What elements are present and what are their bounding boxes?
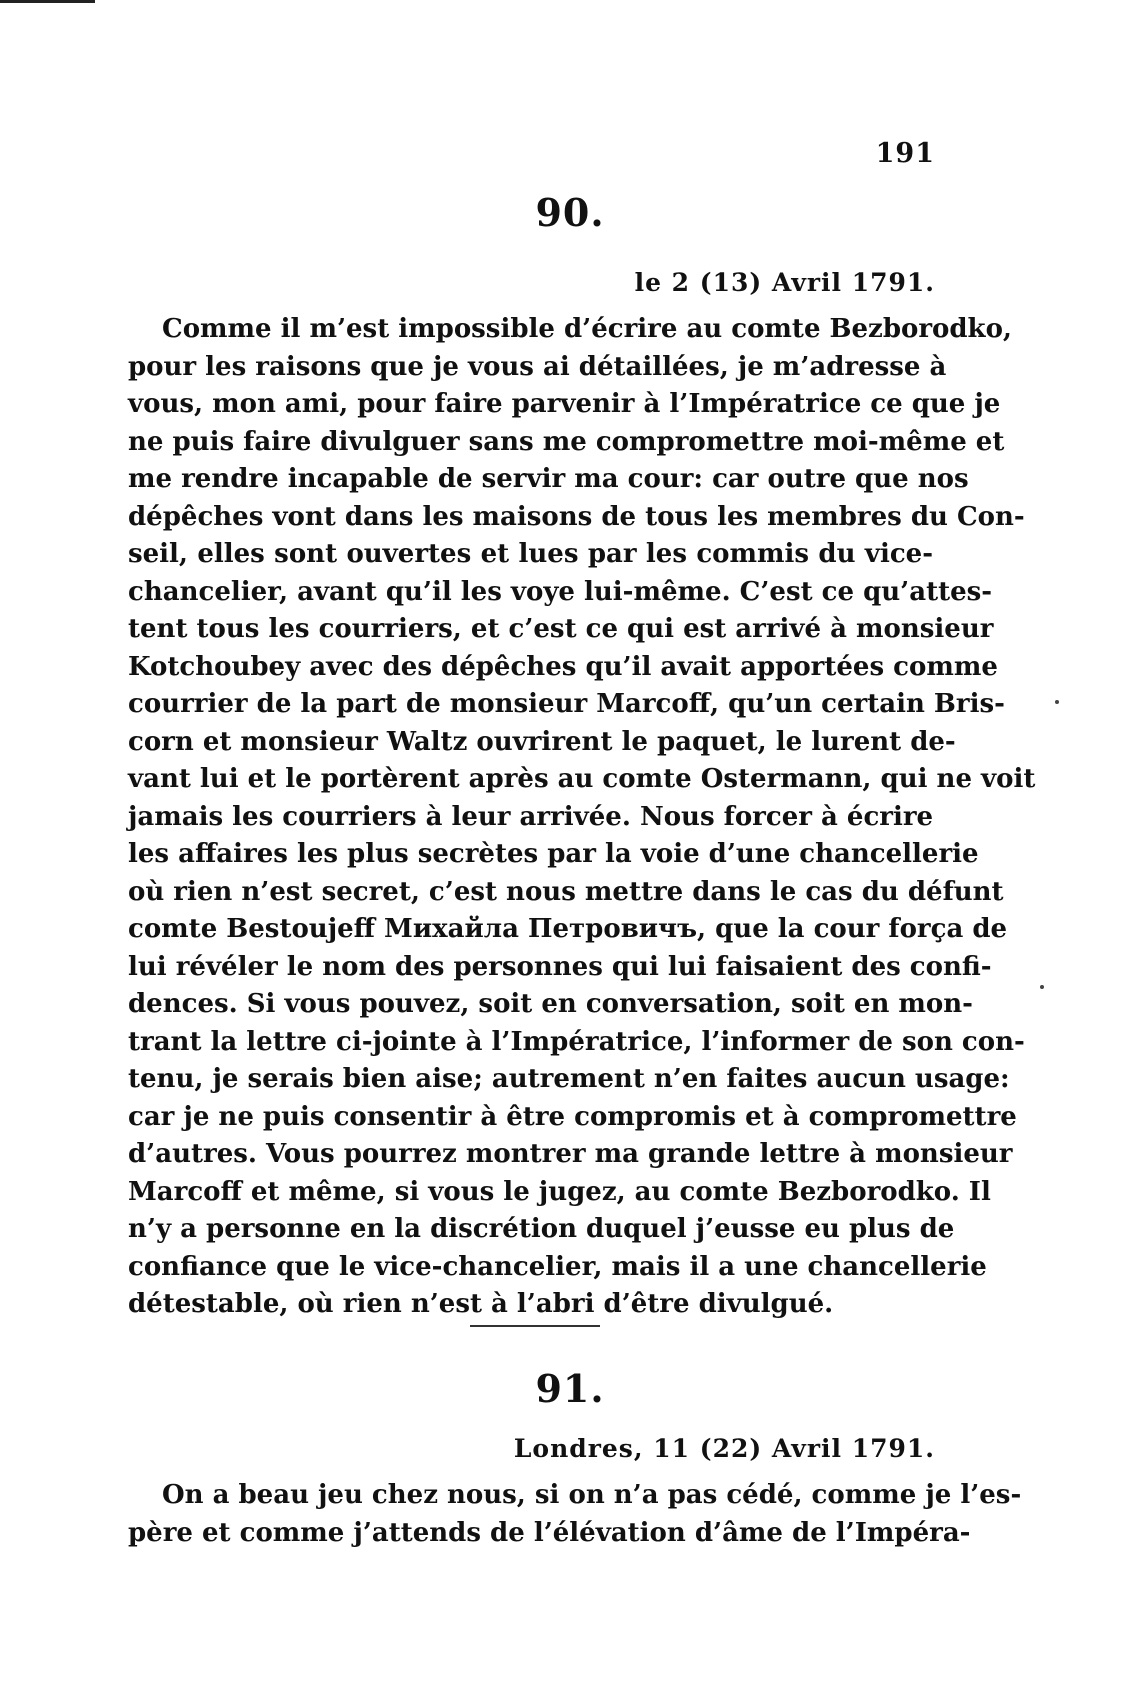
text-line-content: corn et monsieur Waltz ouvrirent le paquet, le lurent de-: [128, 726, 956, 757]
text-line: [128, 836, 979, 874]
text-line-content: Kotchoubey avec des dépêches qu’il avait apportées comme: [128, 651, 998, 682]
text-line: [128, 1249, 987, 1287]
text-line: [128, 611, 994, 649]
text-line: [128, 349, 947, 387]
text-line-content: vous, mon ami, pour faire parvenir à l’Impératrice ce que je: [128, 389, 1001, 419]
text-line-content: où rien n’est secret, c’est nous mettre dans le cas du défunt: [128, 876, 1004, 907]
text-line: [128, 686, 1005, 724]
text-line-content: comte Bestoujeff Михайла Петровичъ, que la cour força de: [128, 914, 1008, 944]
text-line: [128, 424, 1005, 462]
text-line-content: car je ne puis consentir à être compromis et à compromettre: [128, 1101, 1017, 1132]
text-line: [128, 799, 933, 837]
text-line: [128, 1286, 933, 1324]
section-separator: [470, 1325, 600, 1327]
letter-91-body: [128, 1477, 1022, 1552]
text-line: [128, 1024, 1025, 1062]
text-line: [128, 986, 973, 1024]
text-line: [128, 761, 1036, 799]
text-line: [128, 649, 998, 687]
text-line-content: père et comme j’attends de l’élévation d’âme de l’Impéra-: [128, 1517, 971, 1548]
text-line-content: tent tous les courriers, et c’est ce qui est arrivé à monsieur: [128, 614, 994, 644]
dateline-letter-91: Londres, 11 (22) Avril 1791.: [513, 1434, 935, 1463]
text-line-content: n’y a personne en la discrétion duquel j’eusse eu plus de: [128, 1214, 955, 1244]
text-line: [128, 536, 933, 574]
text-line: [128, 386, 1001, 424]
text-line-content: les affaires les plus secrètes par la voie d’une chancellerie: [128, 839, 979, 869]
text-line: [128, 724, 956, 762]
text-line-content: me rendre incapable de servir ma cour: car outre que nos: [128, 464, 969, 494]
text-line-content: courrier de la part de monsieur Marcoff, qu’un certain Bris-: [128, 689, 1005, 719]
dateline-letter-90: le 2 (13) Avril 1791.: [634, 268, 935, 297]
letter-number-90: 90.: [535, 190, 605, 235]
text-line-content: détestable, où rien n’est à l’abri d’être divulgué.: [128, 1289, 834, 1319]
text-line: [128, 1174, 991, 1212]
text-line: [128, 499, 1025, 537]
scan-speck: [1040, 985, 1044, 989]
text-line-content: lui révéler le nom des personnes qui lui faisaient des confi-: [128, 951, 992, 982]
page-number: 191: [875, 138, 935, 169]
text-line: [128, 911, 1008, 949]
scan-speck: [1055, 700, 1059, 704]
text-line: [128, 574, 993, 612]
text-line-content: pour les raisons que je vous ai détaillées, je m’adresse à: [128, 351, 947, 382]
text-line: [128, 1136, 1013, 1174]
letter-number-91: 91.: [535, 1366, 605, 1411]
text-line: [128, 874, 1004, 912]
text-line: [128, 1061, 1010, 1099]
text-line: [128, 461, 969, 499]
text-line-content: d’autres. Vous pourrez montrer ma grande lettre à monsieur: [128, 1139, 1013, 1169]
text-line-content: dépêches vont dans les maisons de tous les membres du Con-: [128, 501, 1025, 532]
text-line: [128, 1099, 1017, 1137]
text-line-content: dences. Si vous pouvez, soit en conversation, soit en mon-: [128, 989, 973, 1019]
text-line-content: ne puis faire divulguer sans me compromettre moi-même et: [128, 426, 1005, 457]
scan-edge-mark: [0, 0, 95, 3]
text-line-content: seil, elles sont ouvertes et lues par les commis du vice-: [128, 539, 933, 569]
text-line: [128, 1515, 971, 1553]
text-line-content: trant la lettre ci-jointe à l’Impératrice, l’informer de son con-: [128, 1026, 1025, 1057]
text-line-content: Comme il m’est impossible d’écrire au comte Bezborodko,: [162, 314, 1012, 344]
text-line-content: On a beau jeu chez nous, si on n’a pas cédé, comme je l’es-: [162, 1480, 1022, 1510]
text-line-content: tenu, je serais bien aise; autrement n’en faites aucun usage:: [128, 1064, 1010, 1094]
text-line-content: chancelier, avant qu’il les voye lui-même. C’est ce qu’attes-: [128, 576, 993, 607]
text-line: [128, 1211, 955, 1249]
text-line: [128, 949, 992, 987]
letter-90-body: [128, 311, 1036, 1324]
text-line-content: Marcoff et même, si vous le jugez, au comte Bezborodko. Il: [128, 1176, 991, 1207]
text-line-content: vant lui et le portèrent après au comte Ostermann, qui ne voit: [128, 764, 1036, 794]
text-line-content: jamais les courriers à leur arrivée. Nous forcer à écrire: [128, 801, 934, 832]
text-line-content: confiance que le vice-chancelier, mais il a une chancellerie: [128, 1251, 987, 1282]
text-line: [128, 311, 1012, 349]
text-line: [128, 1477, 1022, 1515]
